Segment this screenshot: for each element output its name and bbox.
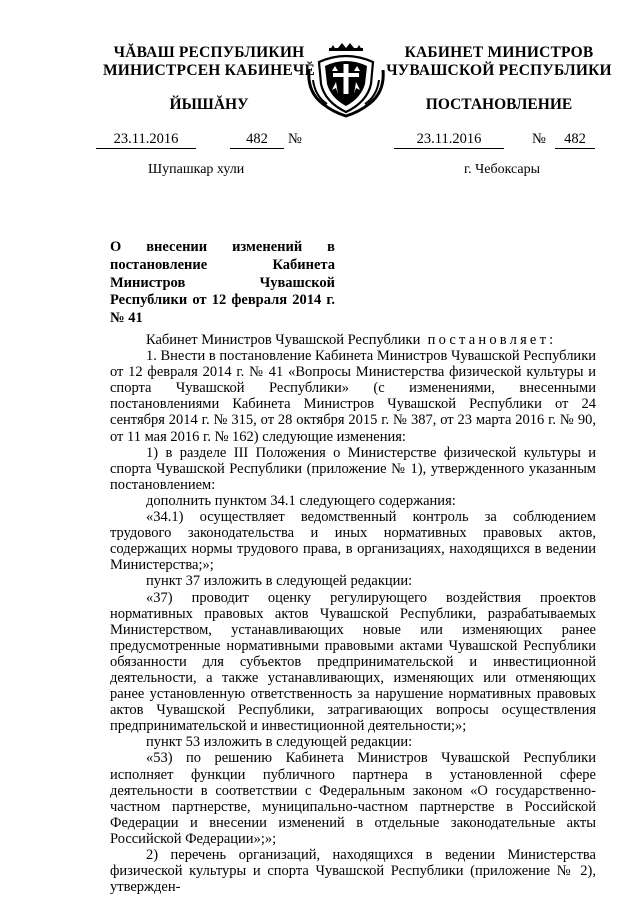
intro-paragraph [110,332,596,348]
right-date: 23.11.2016 [394,131,504,149]
intro-decree-word: постановляет: [427,332,557,348]
paragraph-2: 1) в разделе III Положения о Министерстве физической культуры и спорта Чувашской Республики (приложение № 1), утвержденного указанным постановлением: [110,444,596,493]
right-number: 482 [555,131,595,149]
right-org-line-2: ЧУВАШСКОЙ РЕСПУБЛИКИ [386,62,612,79]
left-place: Шупашкар хули [148,162,245,177]
right-document-type: ПОСТАНОВЛЕНИЕ [425,96,573,113]
left-organization-name [96,44,322,80]
paragraph-3: дополнить пунктом 34.1 следующего содержания: [146,492,456,509]
document-title: О внесении изменений в постановление Кабинета Министров Чувашской Республики от 12 февраля 2014 г. № 41 [110,239,335,327]
right-place: г. Чебоксары [464,162,541,177]
right-organization-name [386,44,612,80]
paragraph-4: «34.1) осуществляет ведомственный контроль за соблюдением трудового законодательства и иных нормативных правовых актов, содержащих нормы трудового права, в организациях, находящихся в ведении Министерства;»; [110,509,596,574]
left-date: 23.11.2016 [96,131,196,149]
paragraph-6: «37) проводит оценку регулирующего воздействия проектов нормативных правовых актов Чувашской Республики, разрабатываемых Министерством, устанавливающих новые или изменяющих ранее предусмотренные нормативными правовыми актами Чувашской Республики обязанности для субъектов предпринимательской и инвестиционной деятельности, а также устанавливающих, изменяющих или отменяющих ранее установленную ответственность за нарушение нормативных правовых актов Чувашской Республики, затрагивающих вопросы осуществления предпринимательской и инвестиционной деятельности;»; [110,589,596,735]
left-number: 482 [230,131,284,149]
paragraph-1: 1. Внести в постановление Кабинета Министров Чувашской Республики от 12 февраля 2014 г. № 41 «Вопросы Министерства физической культуры и спорта Чувашской Республики» (с изменениями, внесенными постановлениями Кабинета Министров Чувашской Республики от 24 сентября 2014 г. № 315, от 28 октября 2015 г. № 387, от 23 марта 2016 г. № 90, от 11 мая 2016 г. № 162) следующие изменения: [110,348,596,445]
document-body [110,332,596,895]
paragraph-9: 2) перечень организаций, находящихся в ведении Министерства физической культуры и спорта Чувашской Республики (приложение № 2), утвержден- [110,847,596,896]
left-number-sign: № [288,131,302,147]
right-org-line-1: КАБИНЕТ МИНИСТРОВ [404,44,594,61]
left-document-type: ЙЫШĂНУ [169,96,249,113]
left-org-line-1: ЧĂВАШ РЕСПУБЛИКИН [113,44,305,61]
right-number-sign: № [532,131,546,147]
paragraph-5: пункт 37 изложить в следующей редакции: [146,573,413,590]
left-org-line-2: МИНИСТРСЕН КАБИНЕЧĔ [102,62,316,79]
paragraph-8: «53) по решению Кабинета Министров Чувашской Республики исполняет функции публичного партнера в установленной сфере деятельности в соответствии с Федеральным законом «О государственно-частном партнерстве, муниципально-частном партнерстве в Российской Федерации и внесении изменений в отдельные законодательные акты Российской Федерации»;»; [110,750,596,847]
intro-text: Кабинет Министров Чувашской Республики [146,332,421,348]
paragraph-7: пункт 53 изложить в следующей редакции: [146,734,413,751]
